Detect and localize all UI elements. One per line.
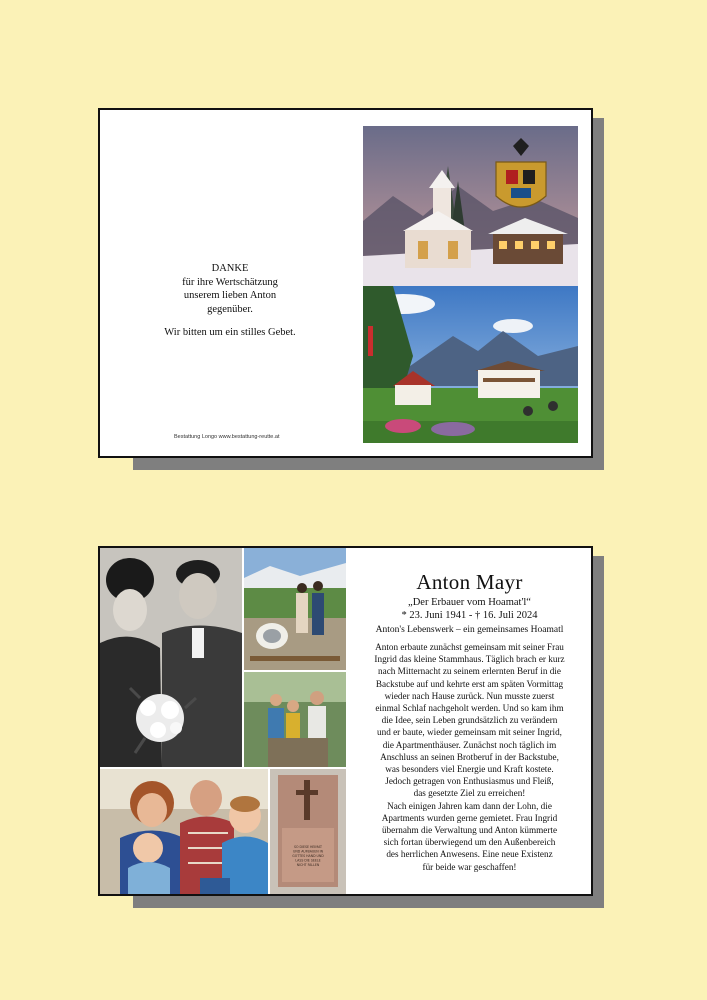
obituary-card	[98, 546, 593, 896]
life-story-line: was besonders viel Energie und Kraft kostete.	[385, 764, 554, 775]
life-story-line: Ingrid das kleine Stammhaus. Täglich brach er kurz	[374, 654, 565, 665]
life-story-line: für beide war geschaffen!	[422, 861, 517, 872]
life-story-line: die Idee, sein Leben grundsätzlich zu verändern	[381, 715, 558, 726]
thanks-line: für ihre Wertschätzung	[182, 276, 278, 288]
life-dates: * 23. Juni 1941 - † 16. Juli 2024	[401, 610, 538, 621]
life-story-line: des herrlichen Anwesens. Eine neue Existenz	[386, 849, 553, 860]
life-story-line: das gesetzte Ziel zu erreichen!	[413, 788, 526, 799]
funeral-home-footer: Bestattung Longo www.bestattung-reutte.at	[174, 434, 280, 440]
thanks-line: gegenüber.	[207, 303, 253, 315]
garden-family-photo	[244, 672, 346, 767]
life-story-line: übernahm die Verwaltung und Anton kümmerte	[381, 825, 558, 836]
life-story-line: Backstube auf und kehrte erst am späten Vormittag	[375, 678, 564, 689]
thank-you-card	[98, 108, 593, 458]
life-story-line: sich fortan überwiegend um den Außenbereich	[383, 837, 556, 848]
subtitle: Anton's Lebenswerk – ein gemeinsames Hoamatl	[375, 625, 564, 635]
life-story-line: Anton erbaute zunächst gemeinsam mit seiner Frau	[375, 642, 564, 652]
life-story-line: wieder nach Hause zurück. Nun musste zuerst	[384, 690, 555, 701]
chapel-and-house-photo	[363, 126, 578, 443]
memorial-plaque-photo	[270, 769, 346, 894]
thank-you-text	[140, 262, 320, 340]
grandparent-kids-photo	[100, 769, 268, 894]
life-story-line: Nach einigen Jahren kam dann der Lohn, die	[387, 800, 552, 811]
life-story	[348, 641, 591, 873]
life-story-line: nach Mitternacht zu seinem erlernten Beruf in die	[378, 666, 561, 677]
life-story-line: Anschluss an seinen Brotberuf in der Backstube,	[380, 751, 559, 762]
life-story-line: die Apartmenthäuser. Zunächst noch täglich im	[382, 739, 557, 750]
photo-collage	[100, 548, 346, 894]
wedding-photo	[100, 548, 242, 767]
life-story-line: Apartments wurden gerne gemietet. Frau Ingrid	[381, 812, 558, 823]
life-story-line: Jedoch getragen von Enthusiasmus und Fleiß,	[385, 776, 554, 787]
plaque-inscription: SO DIESE HEIMAT UND AUFBAUEN IN GOTTES HAND UND LASS DIE SEELE NICHT FALLEN	[292, 845, 324, 867]
thanks-line: unserem lieben Anton	[183, 290, 277, 301]
obituary-text	[348, 548, 591, 894]
nickname: „Der Erbauer vom Hoamat'l“	[408, 597, 531, 608]
life-story-line: einmal Schlaf nachgeholt werden. Und so kam ihm	[375, 703, 564, 714]
prayer-request: Wir bitten um ein stilles Gebet.	[164, 327, 296, 338]
thanks-line: DANKE	[211, 263, 249, 274]
construction-photo	[244, 548, 346, 670]
deceased-name: Anton Mayr	[416, 570, 523, 594]
life-story-line: und er baute, wieder gemeinsam mit seiner Ingrid,	[377, 727, 562, 738]
